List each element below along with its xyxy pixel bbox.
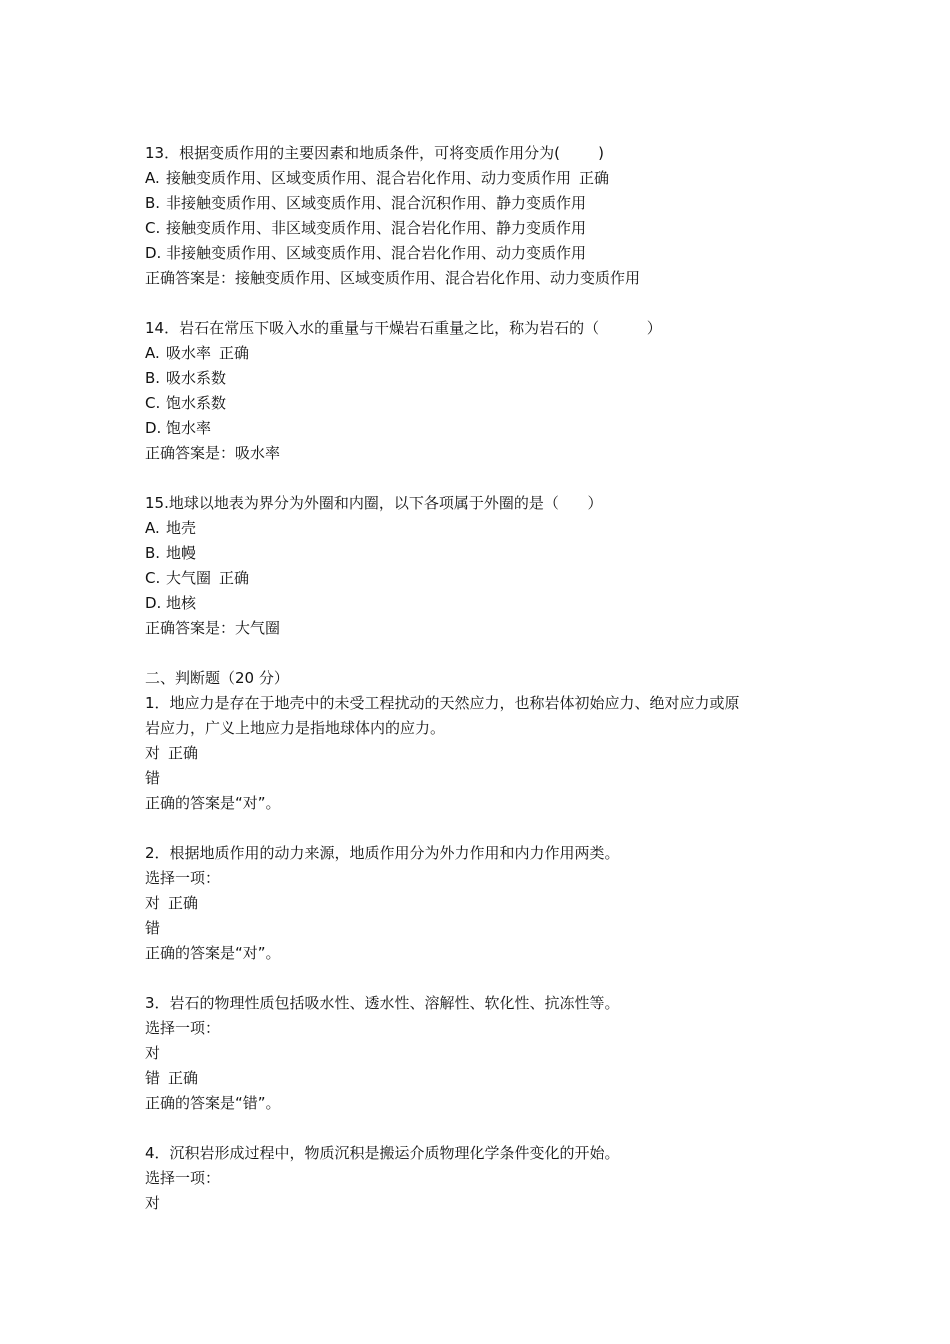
option-b: B. 地幔 <box>145 544 197 562</box>
correct-mark: 正确 <box>219 344 250 362</box>
option-false: 错 <box>145 769 161 787</box>
answer-line: 正确答案是：大气圈 <box>145 619 281 637</box>
option-c: C. 饱水系数 <box>145 394 227 412</box>
question-stem: 1．地应力是存在于地壳中的未受工程扰动的天然应力，也称岩体初始应力、绝对应力或原 <box>145 694 740 712</box>
section-heading: 二、判断题（20 分） <box>145 669 289 687</box>
option-true: 对 正确 <box>145 744 199 762</box>
option-false: 错 正确 <box>145 1069 199 1087</box>
option-false: 错 <box>145 919 161 937</box>
option-b: B. 非接触变质作用、区域变质作用、混合沉积作用、静力变质作用 <box>145 194 587 212</box>
option-true: 对 <box>145 1194 161 1212</box>
document-page <box>145 141 825 1216</box>
correct-mark: 正确 <box>219 569 250 587</box>
correct-mark: 正确 <box>168 744 199 762</box>
judgment-2 <box>145 841 825 966</box>
question-stem: 15.地球以地表为界分为外圈和内圈，以下各项属于外圈的是（ ） <box>145 494 603 512</box>
option-a: A. 吸水率 正确 <box>145 344 250 362</box>
question-stem: 13．根据变质作用的主要因素和地质条件，可将变质作用分为( ) <box>145 144 604 162</box>
answer-line: 正确的答案是“错”。 <box>145 1094 281 1112</box>
correct-mark: 正确 <box>168 894 199 912</box>
question-14 <box>145 316 825 466</box>
option-d: D. 地核 <box>145 594 197 612</box>
option-b: B. 吸水系数 <box>145 369 227 387</box>
question-13 <box>145 141 825 291</box>
question-15 <box>145 491 825 641</box>
option-true: 对 正确 <box>145 894 199 912</box>
choose-prompt: 选择一项： <box>145 1169 221 1187</box>
choose-prompt: 选择一项： <box>145 869 221 887</box>
correct-mark: 正确 <box>168 1069 199 1087</box>
judgment-1 <box>145 666 825 816</box>
option-a: A. 接触变质作用、区域变质作用、混合岩化作用、动力变质作用 正确 <box>145 169 610 187</box>
option-c: C. 大气圈 正确 <box>145 569 250 587</box>
option-d: D. 非接触变质作用、区域变质作用、混合岩化作用、动力变质作用 <box>145 244 587 262</box>
choose-prompt: 选择一项： <box>145 1019 221 1037</box>
answer-line: 正确答案是：接触变质作用、区域变质作用、混合岩化作用、动力变质作用 <box>145 269 641 287</box>
answer-line: 正确的答案是“对”。 <box>145 944 281 962</box>
option-d: D. 饱水率 <box>145 419 212 437</box>
option-c: C. 接触变质作用、非区域变质作用、混合岩化作用、静力变质作用 <box>145 219 587 237</box>
question-stem: 3．岩石的物理性质包括吸水性、透水性、溶解性、软化性、抗冻性等。 <box>145 994 620 1012</box>
answer-line: 正确的答案是“对”。 <box>145 794 281 812</box>
option-a: A. 地壳 <box>145 519 197 537</box>
correct-mark: 正确 <box>579 169 610 187</box>
question-stem: 4．沉积岩形成过程中，物质沉积是搬运介质物理化学条件变化的开始。 <box>145 1144 620 1162</box>
judgment-4 <box>145 1141 825 1216</box>
option-true: 对 <box>145 1044 161 1062</box>
question-stem: 14．岩石在常压下吸入水的重量与干燥岩石重量之比，称为岩石的（ ） <box>145 319 662 337</box>
question-stem-cont: 岩应力，广义上地应力是指地球体内的应力。 <box>145 719 446 737</box>
question-stem: 2．根据地质作用的动力来源，地质作用分为外力作用和内力作用两类。 <box>145 844 620 862</box>
judgment-3 <box>145 991 825 1116</box>
answer-line: 正确答案是：吸水率 <box>145 444 281 462</box>
